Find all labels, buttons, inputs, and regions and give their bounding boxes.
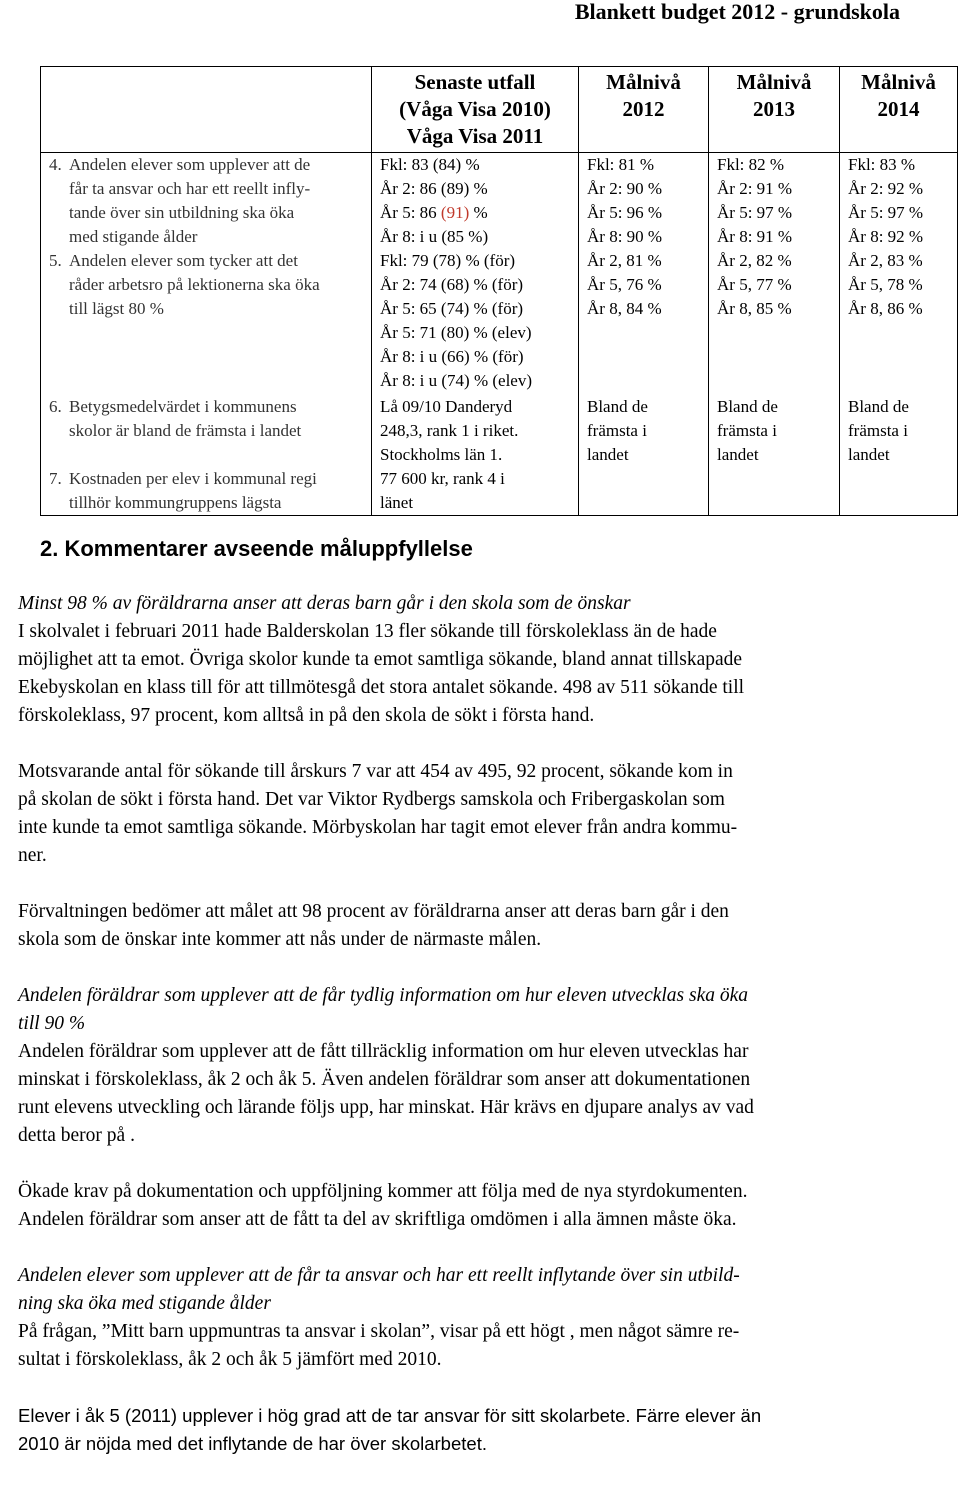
paragraph: Elever i åk 5 (2011) upplever i hög grad att de tar ansvar för sitt skolarbete. Färre elever än 2010 är nöjda med det inflytande de har över skolarbetet. [18, 1405, 762, 1454]
column-header-2013: Målnivå 2013 [709, 67, 840, 153]
goal-number: 6. [49, 397, 62, 416]
goal-number: 5. [49, 251, 62, 270]
column-header-2012: Målnivå 2012 [579, 67, 709, 153]
goal-text: Kostnaden per elev i kommunal regi tillhör kommungruppens lägsta [69, 469, 317, 512]
target-2012-goal-7 [587, 467, 708, 515]
target-2014-goal-5: År 2, 83 % År 5, 78 % År 8, 86 % [848, 251, 923, 318]
paragraph-text: Andelen föräldrar som upplever att de fått tillräcklig information om hur eleven utvecklas har minskat i förskoleklass, åk 2 och åk 5. Även andelen föräldrar som anser att dokumentationen runt elevens utveckling och lärande följs upp, har minskat. Här krävs en djupare analys av vad detta beror på . [18, 1041, 754, 1146]
target-2014-goal-7 [848, 467, 957, 515]
goal-text: Andelen elever som upplever att de får ta ansvar och har ett reellt infly- tande över sin utbildning ska öka med stigande ålder [69, 155, 311, 246]
outcome-goal-7: 77 600 kr, rank 4 i länet [380, 469, 505, 512]
outcome-goal-6: Lå 09/10 Danderyd 248,3, rank 1 i riket. Stockholms län 1. [380, 397, 519, 464]
document-header: Blankett budget 2012 - grundskola [574, 0, 900, 24]
target-2013-goal-5: År 2, 82 % År 5, 77 % År 8, 85 % [717, 251, 792, 318]
target-2013-goal-4: Fkl: 82 % År 2: 91 % År 5: 97 % År 8: 91 % [717, 155, 793, 246]
goal-item [45, 153, 371, 249]
goal-item [45, 395, 371, 467]
goal-text: Andelen elever som tycker att det råder arbetsro på lektionerna ska öka till lägst 80 % [69, 251, 320, 318]
target-2013-goal-7 [717, 467, 839, 515]
column-header-goal [41, 67, 372, 153]
target-2013-cell [709, 153, 840, 516]
target-2014-goal-6: Bland de främsta i landet [848, 397, 909, 464]
target-2013-goal-6: Bland de främsta i landet [717, 397, 778, 464]
goal-item [45, 249, 371, 395]
goal-text: Betygsmedelvärdet i kommunens skolor är bland de främsta i landet [69, 397, 302, 440]
target-2012-goal-4: Fkl: 81 % År 2: 90 % År 5: 96 % År 8: 90 % [587, 155, 663, 246]
table-header-row [41, 67, 958, 153]
outcome-goal-5: Fkl: 79 (78) % (för) År 2: 74 (68) % (för) År 5: 65 (74) % (för) År 5: 71 (80) % (elev) År 8: i u (66) % (för) År 8: i u (74) % (elev) [380, 251, 533, 390]
paragraph: Motsvarande antal för sökande till årskurs 7 var att 454 av 495, 92 procent, sökande kom in på skolan de sökt i första hand. Det var Viktor Rydbergs samskola och Fribergaskolan som inte kunde ta emot samtliga sökande. Mörbyskolan har tagit emot elever från andra kommu- ner. [18, 761, 738, 866]
paragraph-text: På frågan, ”Mitt barn uppmuntras ta ansvar i skolan”, visar på ett högt , men något sämre re- sultat i förskoleklass, åk 2 och åk 5 jämfört med 2010. [18, 1321, 740, 1370]
paragraph [18, 1262, 948, 1374]
paragraph-heading: Minst 98 % av föräldrarna anser att deras barn går i den skola som de önskar [18, 593, 631, 614]
column-header-2014: Målnivå 2014 [840, 67, 958, 153]
target-2012-cell [579, 153, 709, 516]
budget-table [40, 66, 958, 516]
paragraph [18, 982, 948, 1150]
table-body-row [41, 153, 958, 516]
goal-item [45, 467, 371, 515]
section-title: 2. Kommentarer avseende måluppfyllelse [40, 536, 473, 561]
paragraph: Ökade krav på dokumentation och uppföljning kommer att följa med de nya styrdokumenten. Andelen föräldrar som anser att de fått ta del av skriftliga omdömen i alla ämnen måste öka. [18, 1181, 748, 1230]
goal-number: 7. [49, 469, 62, 488]
highlighted-value: (91) [440, 203, 470, 222]
target-2012-goal-6: Bland de främsta i landet [587, 397, 648, 464]
target-2014-cell [840, 153, 958, 516]
goal-number: 4. [49, 155, 62, 174]
paragraph: Förvaltningen bedömer att målet att 98 procent av föräldrarna anser att deras barn går i den skola som de önskar inte kommer att nås under de närmaste målen. [18, 901, 729, 950]
paragraph-heading: Andelen föräldrar som upplever att de får tydlig information om hur eleven utvecklas ska öka till 90 % [18, 985, 749, 1034]
paragraph [18, 590, 948, 730]
goals-cell [41, 153, 372, 516]
paragraph-text: I skolvalet i februari 2011 hade Balderskolan 13 fler sökande till förskoleklass än de hade möjlighet att ta emot. Övriga skolor kunde ta emot samtliga sökande, bland annat tillskapade Ekebyskolan en klass till för att tillmötesgå det stora antalet sökande. 498 av 511 sökande till förskoleklass, 97 procent, kom alltså in på den skola de sökt i första hand. [18, 621, 745, 726]
target-2014-goal-4: Fkl: 83 % År 2: 92 % År 5: 97 % År 8: 92 % [848, 155, 924, 246]
target-2012-goal-5: År 2, 81 % År 5, 76 % År 8, 84 % [587, 251, 662, 318]
outcome-goal-4: Fkl: 83 (84) % År 2: 86 (89) % År 5: 86 (91) % År 8: i u (85 %) [380, 155, 489, 246]
paragraph-heading: Andelen elever som upplever att de får ta ansvar och har ett reellt inflytande över sin utbild- ning ska öka med stigande ålder [18, 1265, 740, 1314]
column-header-outcome: Senaste utfall (Våga Visa 2010) Våga Visa 2011 [372, 67, 579, 153]
outcome-cell [372, 153, 579, 516]
comments-body [18, 590, 948, 1486]
